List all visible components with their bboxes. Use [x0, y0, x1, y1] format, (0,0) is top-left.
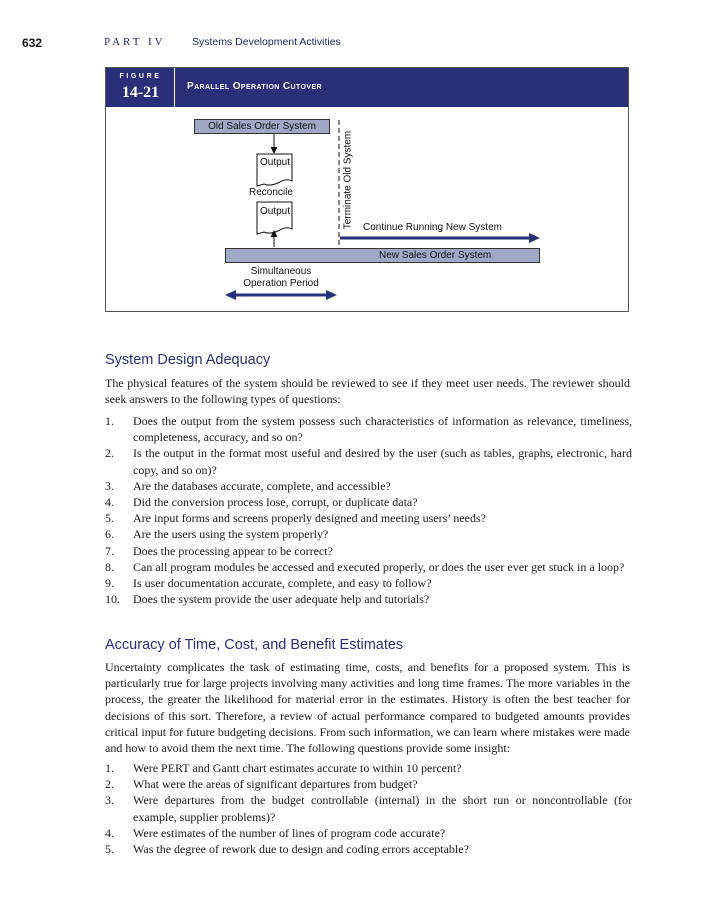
- question-text: Are the users using the system properly?: [133, 527, 329, 542]
- question-text: Can all program modules be accessed and executed properly, or does the user ever get stuck in a loop?: [133, 559, 625, 574]
- terminate-old-system-label: Terminate Old System: [342, 130, 354, 230]
- question-item: [105, 841, 632, 857]
- question-text: Is the output in the format most useful and desired by the user (such as tables, graphs, electronic, hard copy, and so on)?: [133, 446, 632, 477]
- output-label-1: Output: [259, 157, 291, 168]
- section-heading-accuracy-estimates: Accuracy of Time, Cost, and Benefit Estimates: [105, 637, 404, 653]
- question-text: Was the degree of rework due to design and coding errors acceptable?: [133, 842, 469, 857]
- question-text: What were the areas of significant departures from budget?: [133, 777, 418, 792]
- question-number: 3.: [105, 478, 114, 493]
- question-number: 2.: [105, 446, 114, 461]
- section-intro-accuracy-estimates: Uncertainty complicates the task of estimating time, costs, and benefits for a proposed system. This is particularly true for large projects involving many activities and long time frames. The more variables in the process, the greater the likelihood for material error in the estimates. History is often the best teacher for decisions of this sort. Therefore, a review of actual performance compared to budgeted amounts provides critical input for future budgeting decisions. From such information, we can learn where mistakes were made and how to avoid them the next time. The following questions provide some insight:: [105, 660, 630, 756]
- old-system-bar: Old Sales Order System: [194, 119, 330, 134]
- question-text: Does the processing appear to be correct?: [133, 543, 333, 558]
- figure-word: FIGURE: [119, 73, 162, 80]
- question-text: Were departures from the budget controllable (internal) in the short run or noncontrollable (for example, supplier problems)?: [133, 793, 632, 824]
- question-text: Are the databases accurate, complete, and accessible?: [133, 478, 391, 493]
- down-arrowhead: [271, 147, 278, 154]
- question-item: [105, 478, 632, 494]
- question-item: [105, 760, 632, 776]
- question-item: [105, 792, 632, 824]
- question-item: [105, 825, 632, 841]
- chapter-title: Systems Development Activities: [192, 36, 341, 48]
- section-heading-design-adequacy: System Design Adequacy: [105, 352, 271, 368]
- simultaneous-line-2: Operation Period: [243, 278, 319, 289]
- question-item: [105, 494, 632, 510]
- simultaneous-right-arrowhead: [326, 290, 337, 300]
- figure-number: 14-21: [121, 84, 160, 101]
- part-label: PART IV: [104, 36, 166, 48]
- new-system-label: New Sales Order System: [379, 250, 492, 261]
- question-number: 9.: [105, 576, 114, 591]
- continue-arrowhead: [529, 233, 540, 243]
- figure-14-21: [105, 67, 629, 312]
- section-intro-design-adequacy: The physical features of the system should be reviewed to see if they meet user needs. The reviewer should seek answers to the following types of questions:: [105, 376, 630, 407]
- question-text: Are input forms and screens properly designed and meeting users’ needs?: [133, 511, 486, 526]
- accuracy-estimates-questions: [105, 760, 632, 857]
- question-item: [105, 526, 632, 542]
- question-text: Were estimates of the number of lines of program code accurate?: [133, 825, 446, 840]
- question-number: 5.: [105, 842, 114, 857]
- new-system-bar: [225, 248, 540, 263]
- question-text: Does the system provide the user adequate help and tutorials?: [133, 592, 430, 607]
- simultaneous-left-arrowhead: [225, 290, 236, 300]
- reconcile-label: Reconcile: [249, 187, 293, 198]
- page-number: 632: [22, 36, 43, 50]
- question-text: Were PERT and Gantt chart estimates accurate to within 10 percent?: [133, 761, 462, 775]
- question-item: [105, 510, 632, 526]
- simultaneous-line-1: Simultaneous: [250, 266, 312, 277]
- question-number: 2.: [105, 777, 114, 792]
- question-number: 7.: [105, 543, 114, 558]
- question-text: Is user documentation accurate, complete, and easy to follow?: [133, 576, 432, 591]
- question-item: [105, 543, 632, 559]
- simultaneous-label: [226, 266, 336, 290]
- figure-title: Parallel Operation Cutover: [187, 81, 322, 92]
- question-number: 10.: [105, 592, 120, 607]
- question-item: [105, 445, 632, 477]
- design-adequacy-questions: [105, 413, 632, 607]
- question-number: 8.: [105, 559, 114, 574]
- question-number: 1.: [105, 414, 114, 428]
- question-item: [105, 575, 632, 591]
- question-item: [105, 413, 632, 445]
- question-number: 3.: [105, 793, 114, 808]
- question-number: 4.: [105, 825, 114, 840]
- question-number: 6.: [105, 527, 114, 542]
- question-item: [105, 591, 632, 607]
- question-item: [105, 776, 632, 792]
- question-number: 1.: [105, 761, 114, 775]
- question-number: 4.: [105, 495, 114, 510]
- question-text: Did the conversion process lose, corrupt, or duplicate data?: [133, 495, 418, 510]
- output-label-2: Output: [259, 206, 291, 217]
- cutover-diagram: [106, 68, 628, 311]
- question-item: [105, 559, 632, 575]
- question-number: 5.: [105, 511, 114, 526]
- continue-running-label: Continue Running New System: [363, 222, 502, 233]
- question-text: Does the output from the system possess such characteristics of information as relevance, timeliness, completeness, accuracy, and so on?: [133, 414, 632, 445]
